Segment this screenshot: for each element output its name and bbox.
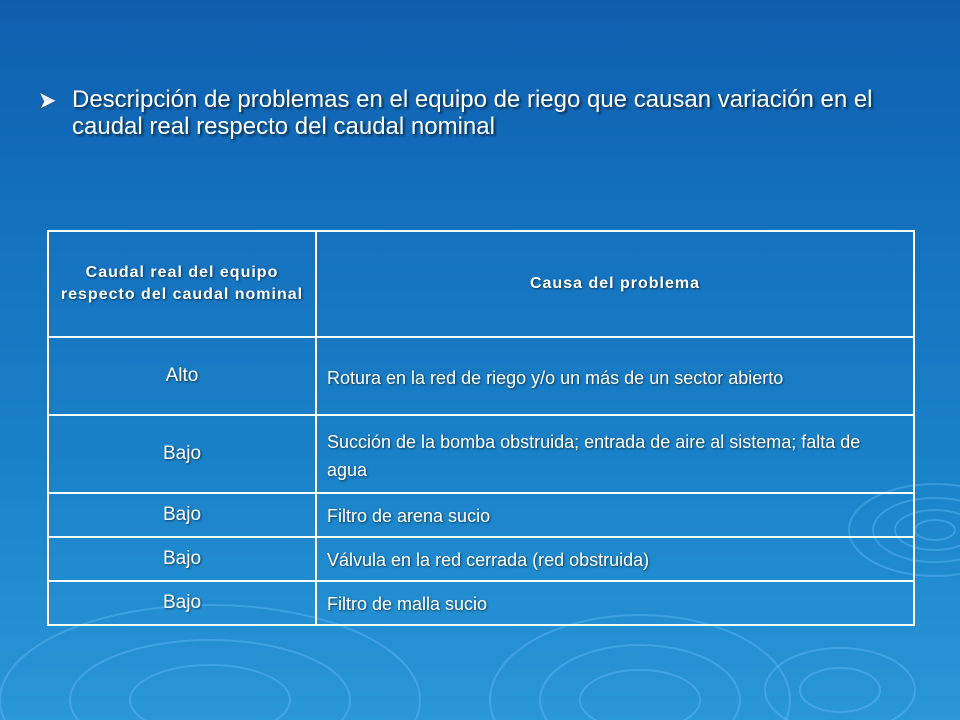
slide-heading-text: Descripción de problemas en el equipo de riego que causan variación en el caudal real respecto del caudal nominal xyxy=(72,86,873,140)
table-row xyxy=(48,581,914,625)
cell-level: Bajo xyxy=(48,415,316,493)
arrow-right-icon xyxy=(38,86,72,115)
cell-cause: Rotura en la red de riego y/o un más de un sector abierto xyxy=(316,337,914,415)
table-header-row xyxy=(48,231,914,337)
header-level: Caudal real del equipo respecto del caudal nominal xyxy=(48,231,316,337)
cell-level: Bajo xyxy=(48,581,316,625)
table-row xyxy=(48,337,914,415)
cell-cause: Filtro de malla sucio xyxy=(316,581,914,625)
slide-bullet xyxy=(38,86,918,140)
cell-cause: Válvula en la red cerrada (red obstruida) xyxy=(316,537,914,581)
problems-table xyxy=(47,230,915,626)
cell-level: Alto xyxy=(48,337,316,415)
table-row xyxy=(48,537,914,581)
table-row xyxy=(48,493,914,537)
cell-cause: Succión de la bomba obstruida; entrada de aire al sistema; falta de agua xyxy=(316,415,914,493)
header-cause: Causa del problema xyxy=(316,231,914,337)
cell-level: Bajo xyxy=(48,537,316,581)
cell-cause: Filtro de arena sucio xyxy=(316,493,914,537)
cell-level: Bajo xyxy=(48,493,316,537)
table-row xyxy=(48,415,914,493)
